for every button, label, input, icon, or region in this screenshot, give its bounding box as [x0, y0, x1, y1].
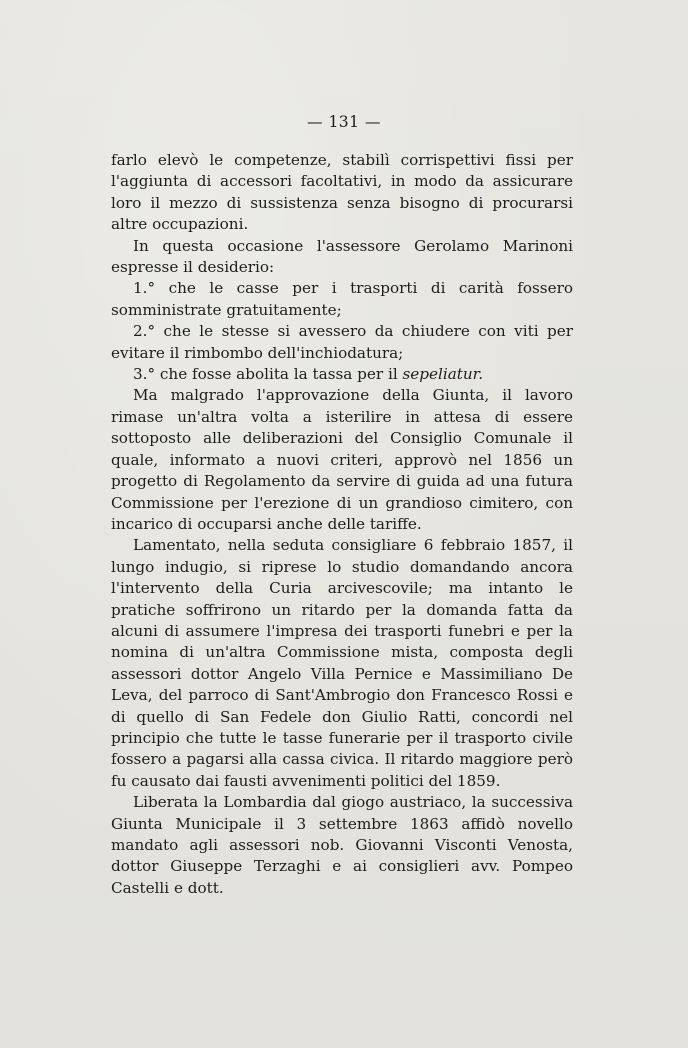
paragraph-1: farlo elevò le competenze, stabilì corrispettivi fissi per l'aggiunta di accessori facoltativi, in modo da assicurare loro il mezzo di sussistenza senza bisogno di procurarsi altre occupazioni.	[111, 151, 573, 234]
paragraph-5	[111, 364, 573, 385]
page-number: — 131 —	[307, 113, 381, 131]
latin-term: sepeliatur.	[402, 365, 484, 384]
paragraph-3: 1.° che le casse per i trasporti di carità fossero somministrate gratuitamente;	[111, 279, 573, 319]
paragraph-8: Liberata la Lombardia dal giogo austriaco, la successiva Giunta Municipale il 3 settembre 1863 affidò novello mandato agli assessori nob. Giovanni Visconti Venosta, dottor Giuseppe Terzaghi e ai consiglieri avv. Pompeo Castelli e dott.	[111, 793, 573, 897]
paragraph-5-text: 3.° che fosse abolita la tassa per il	[133, 365, 403, 384]
paragraph-6: Ma malgrado l'approvazione della Giunta, il lavoro rimase un'altra volta a isterilire in attesa di essere sottoposto alle deliberazioni del Consiglio Comunale il quale, informato a nuovi criteri, approvò nel 1856 un progetto di Regolamento da servire di guida ad una futura Commissione per l'erezione di un grandioso cimitero, con incarico di occuparsi anche delle tariffe.	[111, 386, 573, 533]
paragraph-2: In questa occasione l'assessore Gerolamo Marinoni espresse il desiderio:	[111, 236, 573, 277]
body-text	[111, 150, 573, 899]
paragraph-7: Lamentato, nella seduta consigliare 6 febbraio 1857, il lungo indugio, si riprese lo studio domandando ancora l'intervento della Curia arcivescovile; ma intanto le pratiche soffrirono un ritardo per la domanda fatta da alcuni di assumere l'impresa dei trasporti funebri e per la nomina di un'altra Commissione mista, composta degli assessori dottor Angelo Villa Pernice e Massimiliano De Leva, del parroco di Sant'Ambrogio don Francesco Rossi e di quello di San Fedele don Giulio Ratti, concordi nel principio che tutte le tasse funerarie per il trasporto civile fossero a pagarsi alla cassa civica. Il ritardo maggiore però fu causato dai fausti avvenimenti politici del 1859.	[111, 536, 573, 790]
paragraph-4: 2.° che le stesse si avessero da chiudere con viti per evitare il rimbombo dell'inchiodatura;	[111, 322, 573, 362]
